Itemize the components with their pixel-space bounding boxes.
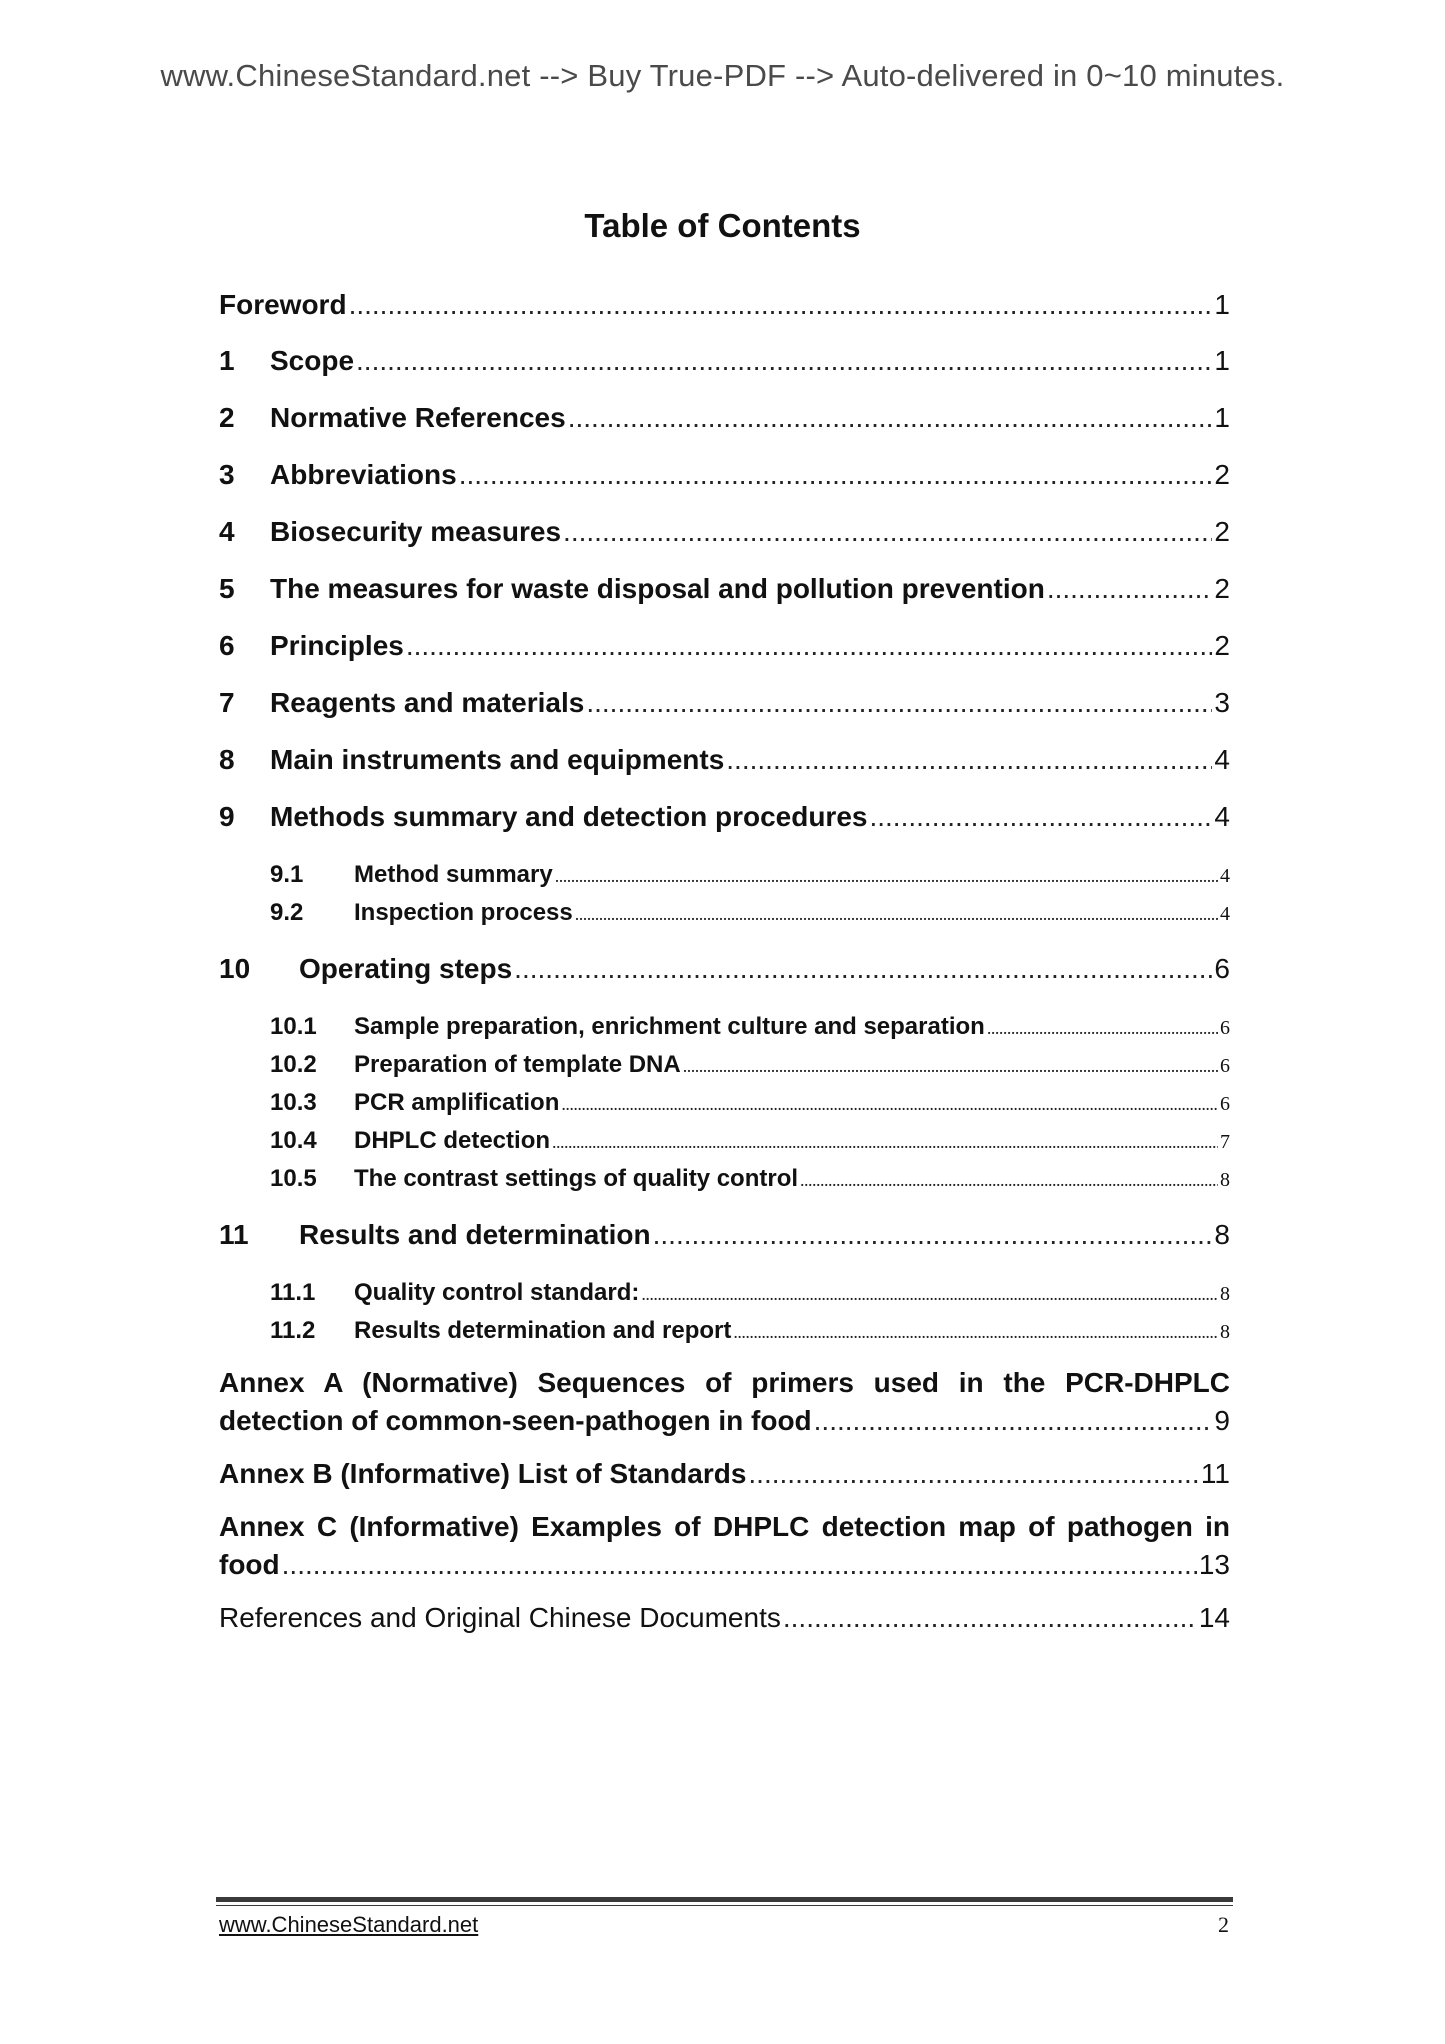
toc-entry-number: 2 xyxy=(219,402,235,433)
toc-entry-number: 8 xyxy=(219,744,235,775)
toc-entry-page: 4 xyxy=(1214,801,1230,832)
toc-entry-number: 4 xyxy=(219,516,235,547)
toc-entry-page: 11 xyxy=(1200,1458,1230,1489)
toc-entry-page: 2 xyxy=(1214,516,1230,547)
leader-dots xyxy=(568,402,1213,434)
toc-subentry-10-3[interactable] xyxy=(219,1089,1230,1117)
toc-entry-number: 10.5 xyxy=(270,1165,317,1192)
footer-page-number: 2 xyxy=(1218,1912,1229,1937)
leader-dots xyxy=(586,687,1212,719)
toc-entry-label: Normative References xyxy=(270,402,566,433)
leader-dots xyxy=(800,1170,1218,1191)
toc-entry-label: Sample preparation, enrichment culture and separation xyxy=(354,1013,985,1040)
leader-dots xyxy=(561,1094,1218,1115)
leader-dots xyxy=(356,345,1212,377)
toc-entry-abbreviations[interactable] xyxy=(219,459,1230,491)
toc-subentry-10-2[interactable] xyxy=(219,1051,1230,1079)
toc-entry-biosecurity[interactable] xyxy=(219,516,1230,548)
toc-entry-label: Results determination and report xyxy=(354,1317,732,1344)
leader-dots xyxy=(459,459,1213,491)
toc-entry-normative-references[interactable] xyxy=(219,402,1230,434)
toc-entry-number: 10 xyxy=(219,953,251,984)
toc-entry-label: Annex B (Informative) List of Standards xyxy=(219,1458,747,1489)
toc-entry-foreword[interactable] xyxy=(219,289,1230,321)
leader-dots xyxy=(555,866,1218,887)
toc-entry-label: Preparation of template DNA xyxy=(354,1051,681,1078)
toc-entry-page: 1 xyxy=(1214,345,1230,376)
footer-site-link[interactable]: www.ChineseStandard.net xyxy=(219,1912,479,1937)
toc-entry-page: 1 xyxy=(1214,289,1230,320)
toc-entry-page: 3 xyxy=(1214,687,1230,718)
toc-entry-label: Foreword xyxy=(219,289,347,320)
leader-dots xyxy=(869,801,1212,833)
toc-entry-number: 5 xyxy=(219,573,235,604)
toc-entry-page: 8 xyxy=(1220,1321,1230,1343)
toc-entry-page: 6 xyxy=(1220,1017,1230,1039)
toc-subentry-9-1[interactable] xyxy=(219,861,1230,889)
toc-entry-scope[interactable] xyxy=(219,345,1230,377)
annex-c-line1: Annex C (Informative) Examples of DHPLC detection map of pathogen in xyxy=(219,1511,1230,1542)
toc-entry-page: 4 xyxy=(1220,903,1230,925)
leader-dots xyxy=(282,1546,1197,1584)
toc-entry-number: 11.1 xyxy=(270,1279,316,1306)
toc-entry-number: 11.2 xyxy=(270,1317,316,1344)
toc-entry-page: 13 xyxy=(1198,1549,1230,1580)
leader-dots xyxy=(653,1219,1213,1251)
footer-divider-thin xyxy=(216,1905,1233,1906)
toc-entry-page: 8 xyxy=(1220,1169,1230,1191)
toc-entry-label: Inspection process xyxy=(354,899,573,926)
toc-entry-waste-disposal[interactable] xyxy=(219,573,1230,605)
toc-entry-label: Results and determination xyxy=(299,1219,651,1250)
toc-entry-label: References and Original Chinese Documents xyxy=(219,1602,781,1633)
annex-c-line2: food xyxy=(219,1549,280,1580)
leader-dots xyxy=(563,516,1212,548)
toc-entry-number: 10.1 xyxy=(270,1013,317,1040)
toc-entry-page: 8 xyxy=(1214,1219,1230,1250)
leader-dots xyxy=(641,1284,1218,1305)
toc-entry-label: Methods summary and detection procedures xyxy=(270,801,868,832)
toc-entry-number: 10.2 xyxy=(270,1051,317,1078)
toc-entry-number: 9 xyxy=(219,801,235,832)
toc-entry-annex-a[interactable] xyxy=(219,1364,1230,1440)
toc-entry-label: Biosecurity measures xyxy=(270,516,562,547)
toc-entry-page: 9 xyxy=(1214,1405,1230,1436)
leader-dots xyxy=(748,1458,1199,1490)
toc-entry-page: 4 xyxy=(1220,865,1230,887)
toc-entry-label: Operating steps xyxy=(299,953,513,984)
toc-entry-references[interactable] xyxy=(219,1602,1230,1634)
toc-entry-label: The measures for waste disposal and pollution prevention xyxy=(270,573,1045,604)
leader-dots xyxy=(514,953,1212,985)
toc-subentry-11-2[interactable] xyxy=(219,1317,1230,1345)
toc-entry-page: 6 xyxy=(1220,1093,1230,1115)
annex-a-line1: Annex A (Normative) Sequences of primers used in the PCR-DHPLC xyxy=(219,1367,1230,1398)
leader-dots xyxy=(733,1322,1218,1343)
toc-entry-reagents[interactable] xyxy=(219,687,1230,719)
toc-entry-page: 4 xyxy=(1214,744,1230,775)
toc-entry-page: 7 xyxy=(1220,1131,1230,1153)
leader-dots xyxy=(552,1132,1218,1153)
top-banner[interactable]: www.ChineseStandard.net --> Buy True-PDF --> Auto-delivered in 0~10 minutes. xyxy=(160,58,1285,93)
toc-entry-page: 2 xyxy=(1214,459,1230,490)
toc-entry-page: 8 xyxy=(1220,1283,1230,1305)
toc-entry-results[interactable] xyxy=(219,1219,1230,1251)
toc-entry-label: Quality control standard: xyxy=(354,1279,640,1306)
toc-entry-label: PCR amplification xyxy=(354,1089,560,1116)
toc-entry-principles[interactable] xyxy=(219,630,1230,662)
toc-entry-label: Principles xyxy=(270,630,404,661)
toc-entry-annex-b[interactable] xyxy=(219,1458,1230,1490)
toc-entry-number: 3 xyxy=(219,459,235,490)
toc-entry-instruments[interactable] xyxy=(219,744,1230,776)
toc-entry-number: 6 xyxy=(219,630,235,661)
leader-dots xyxy=(814,1402,1213,1440)
toc-subentry-11-1[interactable] xyxy=(219,1279,1230,1307)
toc-subentry-10-5[interactable] xyxy=(219,1165,1230,1193)
toc-subentry-10-1[interactable] xyxy=(219,1013,1230,1041)
toc-entry-number: 10.4 xyxy=(270,1127,317,1154)
toc-entry-page: 2 xyxy=(1214,573,1230,604)
toc-entry-page: 14 xyxy=(1198,1602,1230,1633)
toc-entry-label: The contrast settings of quality control xyxy=(354,1165,799,1192)
leader-dots xyxy=(683,1056,1218,1077)
toc-entry-label: Reagents and materials xyxy=(270,687,585,718)
toc-entry-number: 7 xyxy=(219,687,235,718)
toc-entry-label: Scope xyxy=(270,345,355,376)
leader-dots xyxy=(1047,573,1213,605)
toc-entry-methods-summary[interactable] xyxy=(219,801,1230,833)
leader-dots xyxy=(406,630,1213,662)
toc-entry-label: DHPLC detection xyxy=(354,1127,551,1154)
toc-subentry-9-2[interactable] xyxy=(219,899,1230,927)
toc-entry-annex-c[interactable] xyxy=(219,1508,1230,1584)
toc-entry-label: Main instruments and equipments xyxy=(270,744,725,775)
toc-entry-page: 6 xyxy=(1214,953,1230,984)
toc-entry-number: 1 xyxy=(219,345,235,376)
leader-dots xyxy=(349,289,1213,321)
toc-entry-page: 2 xyxy=(1214,630,1230,661)
toc-entry-number: 10.3 xyxy=(270,1089,317,1116)
toc-entry-number: 9.1 xyxy=(270,861,304,888)
toc-entry-label: Method summary xyxy=(354,861,553,888)
toc-entry-label: Abbreviations xyxy=(270,459,457,490)
annex-a-line2: detection of common-seen-pathogen in food xyxy=(219,1405,812,1436)
leader-dots xyxy=(783,1602,1197,1634)
toc-entry-operating-steps[interactable] xyxy=(219,953,1230,985)
footer-divider xyxy=(216,1897,1233,1902)
leader-dots xyxy=(987,1018,1218,1039)
toc-entry-page: 1 xyxy=(1214,402,1230,433)
toc-subentry-10-4[interactable] xyxy=(219,1127,1230,1155)
toc-title: Table of Contents xyxy=(584,207,861,244)
toc-entry-page: 6 xyxy=(1220,1055,1230,1077)
leader-dots xyxy=(726,744,1212,776)
toc-entry-number: 11 xyxy=(219,1219,249,1250)
toc-entry-number: 9.2 xyxy=(270,899,304,926)
leader-dots xyxy=(575,904,1218,925)
